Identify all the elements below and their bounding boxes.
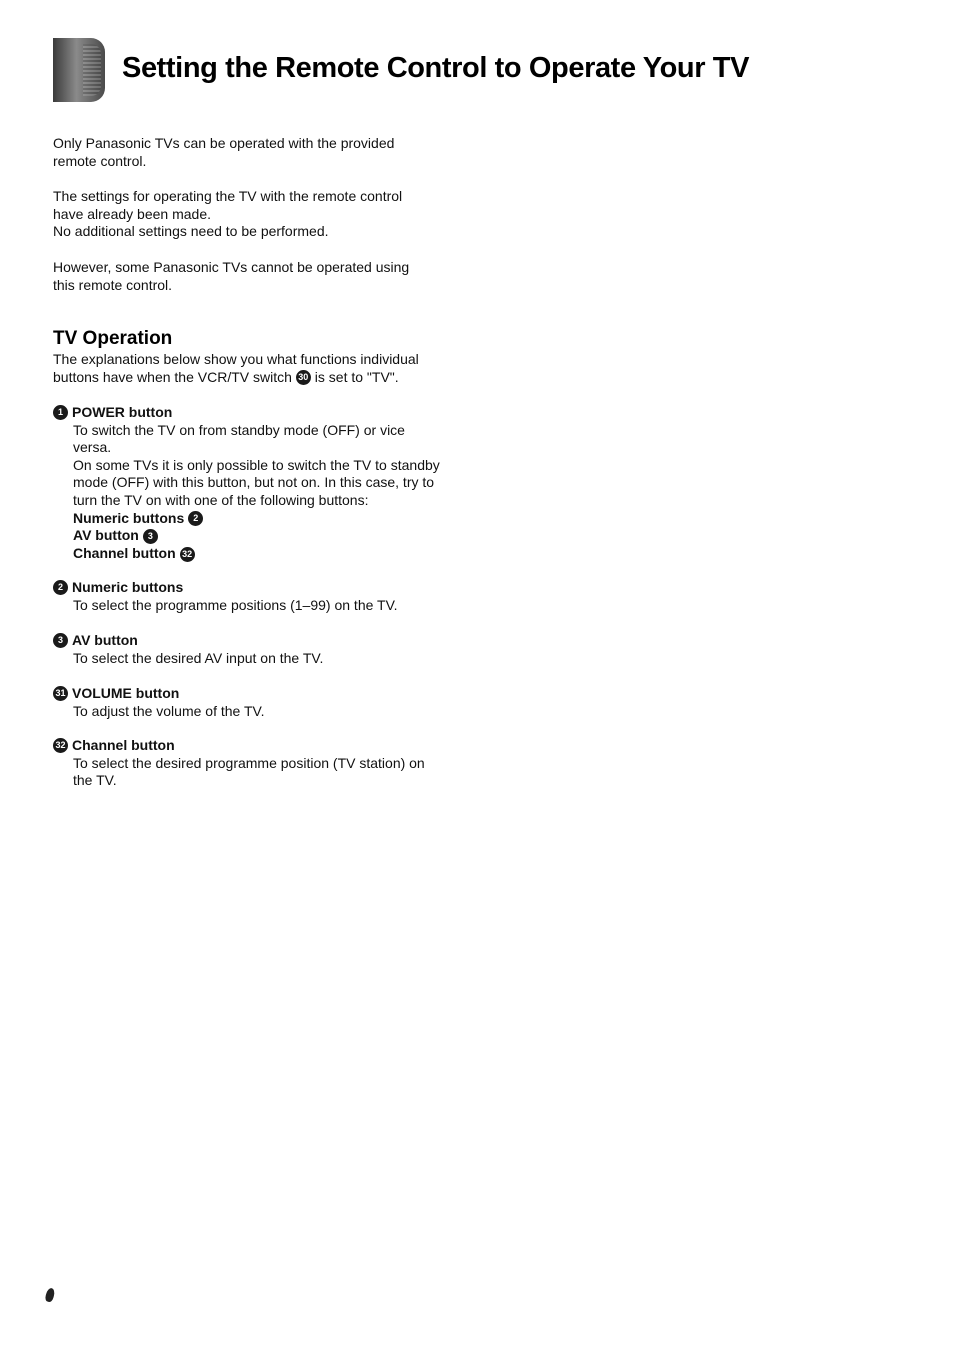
item-numeric-buttons [53,579,463,614]
ink-mark [44,1287,55,1303]
intro-line: this remote control. [53,276,173,293]
item-volume-button [53,685,463,720]
item-heading [53,737,463,755]
item-line: To switch the TV on from standby mode (OFF) or vice [73,421,405,438]
intro-line: remote control. [53,152,147,169]
number-badge-icon: 31 [53,686,68,701]
number-badge-icon: 32 [53,738,68,753]
item-power-button [53,404,463,562]
item-line: To adjust the volume of the TV. [73,702,265,719]
item-line: On some TVs it is only possible to switch the TV to standby [73,456,440,473]
intro-line: The settings for operating the TV with the remote control [53,188,403,204]
item-line: To select the desired programme position (TV station) on [73,754,425,771]
item-line: versa. [73,439,112,456]
item-channel-button [53,737,463,790]
item-body [53,703,463,721]
description-line [53,369,473,387]
item-av-button [53,632,463,667]
intro-line: No additional settings need to be performed. [53,223,329,240]
item-heading [53,632,463,650]
item-heading [53,685,463,703]
ref-av-button [73,527,463,545]
number-badge-icon: 3 [53,633,68,648]
title-marker [53,38,105,102]
description-line: The explanations below show you what functions individual [53,351,419,367]
item-line: turn the TV on with one of the following buttons: [73,491,369,508]
item-line: To select the desired AV input on the TV. [73,649,324,666]
item-body [53,422,463,563]
item-line: To select the programme positions (1–99) on the TV. [73,596,398,613]
item-title: VOLUME button [72,685,180,701]
intro-line: have already been made. [53,205,211,222]
item-heading [53,404,463,422]
intro-paragraph-2 [53,188,453,241]
item-body [53,755,463,790]
number-badge-icon: 3 [143,529,158,544]
item-line: mode (OFF) with this button, but not on. In this case, try to [73,474,435,491]
item-line: the TV. [73,772,117,789]
section-description [53,351,473,386]
number-badge-icon: 1 [53,405,68,420]
intro-line: Only Panasonic TVs can be operated with the provided [53,135,395,151]
ref-label: AV button [73,527,139,544]
ref-numeric-buttons [73,510,463,528]
ref-label: Channel button [73,544,176,561]
ref-channel-button [73,545,463,563]
item-title: Numeric buttons [72,579,184,595]
item-title: AV button [72,632,138,648]
number-badge-icon: 30 [296,370,311,385]
item-body [53,650,463,668]
item-title: POWER button [72,404,173,420]
intro-line: However, some Panasonic TVs cannot be operated using [53,259,410,275]
number-badge-icon: 2 [53,580,68,595]
intro-paragraph-3 [53,259,453,294]
description-text: buttons have when the VCR/TV switch [53,368,292,385]
section-heading-tv-operation: TV Operation [53,328,173,349]
number-badge-icon: 2 [188,511,203,526]
number-badge-icon: 32 [180,547,195,562]
page-title: Setting the Remote Control to Operate Your TV [122,52,750,84]
item-body [53,597,463,615]
item-title: Channel button [72,737,175,753]
description-text: is set to "TV". [314,368,399,385]
intro-paragraph-1 [53,135,453,170]
ref-label: Numeric buttons [73,509,185,526]
item-heading [53,579,463,597]
